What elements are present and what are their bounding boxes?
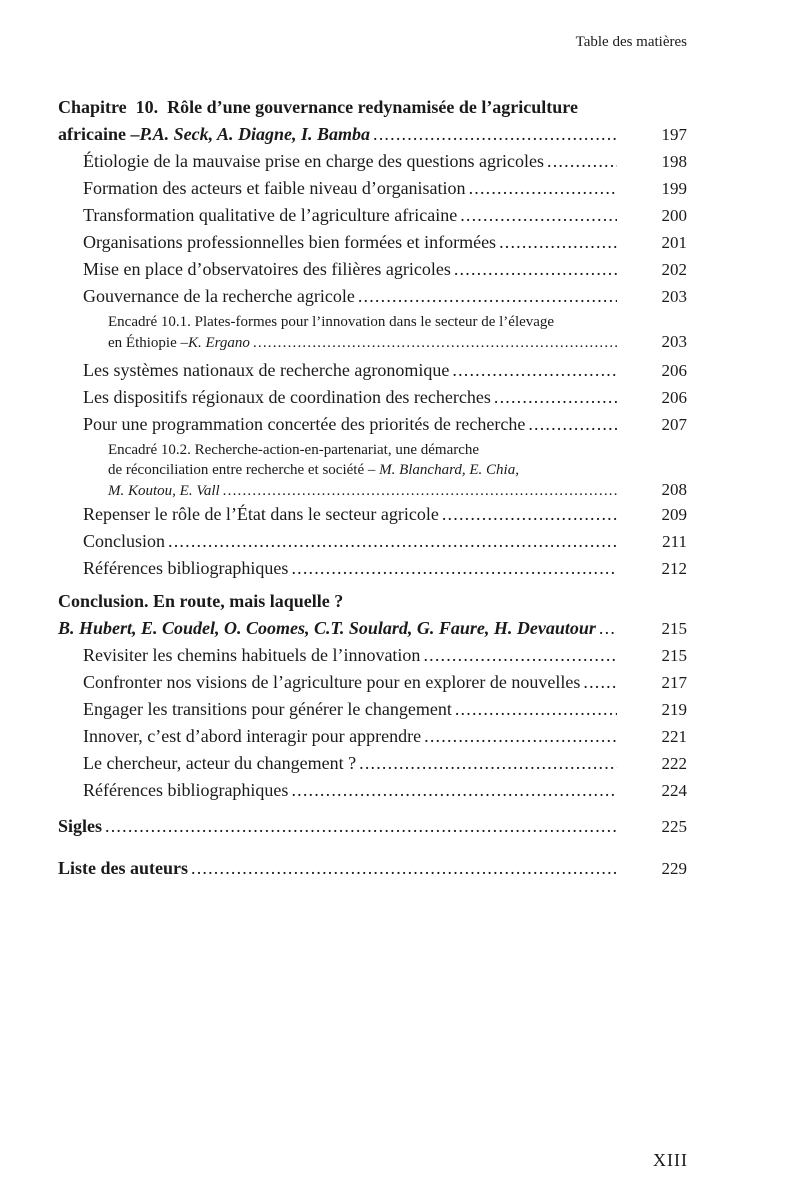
page-number: 224: [661, 781, 687, 800]
page-number: 200: [661, 206, 687, 225]
chapter-title-line1: Chapitre 10. Rôle d’une gouvernance redynamisée de l’agriculture: [58, 97, 578, 117]
conclusion-title: Conclusion. En route, mais laquelle ?: [58, 591, 344, 611]
dot-leader: [460, 202, 617, 229]
dot-leader: [499, 229, 617, 256]
dot-leader: [424, 723, 617, 750]
toc-entry: [58, 642, 687, 669]
page-number: 198: [661, 152, 687, 171]
toc-entry-title: Transformation qualitative de l’agriculture africaine: [83, 205, 458, 225]
backmatter-section: [58, 812, 687, 883]
toc-entry: [58, 384, 687, 411]
page-number: 197: [661, 125, 687, 144]
page-number: 219: [661, 700, 687, 719]
page-number: 202: [661, 260, 687, 279]
toc-entry-title: Références bibliographiques: [83, 780, 289, 800]
toc-entry-title: Références bibliographiques: [83, 558, 289, 578]
dot-leader: [452, 357, 617, 384]
page-number: 208: [661, 480, 687, 499]
conclusion-section: [58, 588, 687, 804]
box-title-line2-row: [58, 332, 687, 353]
chapter-authors: P.A. Seck, A. Diagne, I. Bamba: [139, 124, 371, 144]
dot-leader: [469, 175, 617, 202]
toc-entry-title: Conclusion: [83, 531, 166, 551]
page-number: 201: [661, 233, 687, 252]
chapter-title-line2: africaine –: [58, 124, 140, 144]
chapter-10-section: [58, 94, 687, 582]
conclusion-authors-row: [58, 615, 687, 642]
box-entry-10-2: [58, 440, 687, 501]
toc-entry-title: Le chercheur, acteur du changement ?: [83, 753, 357, 773]
dot-leader: [191, 854, 617, 882]
dot-leader: [358, 283, 617, 310]
toc-entry: [58, 723, 687, 750]
page-number: 215: [661, 619, 687, 638]
toc-entry: [58, 357, 687, 384]
page-number: 212: [661, 559, 687, 578]
dot-leader: [547, 148, 617, 175]
toc-entry-title: Les systèmes nationaux de recherche agronomique: [83, 360, 450, 380]
toc-entry-liste-auteurs: [58, 854, 687, 883]
toc-entry: [58, 528, 687, 555]
box-title-line2: [58, 460, 687, 480]
page-number: 199: [661, 179, 687, 198]
toc-entry-title: Étiologie de la mauvaise prise en charge des questions agricoles: [83, 151, 545, 171]
dot-leader: [253, 333, 617, 353]
page-number: 211: [662, 532, 687, 551]
toc-entry: [58, 175, 687, 202]
toc-entry: [58, 750, 687, 777]
running-header: Table des matières: [575, 34, 687, 50]
toc-entry: [58, 229, 687, 256]
box-authors: K. Ergano: [187, 335, 250, 351]
box-title-line1: Encadré 10.1. Plates-formes pour l’innovation dans le secteur de l’élevage: [108, 314, 555, 330]
dot-leader: [373, 121, 617, 148]
toc-entry-title: Revisiter les chemins habituels de l’innovation: [83, 645, 421, 665]
page-number: 206: [661, 388, 687, 407]
dot-leader: [599, 615, 617, 642]
box-title-line1: Encadré 10.2. Recherche-action-en-partenariat, une démarche: [108, 442, 480, 458]
page-number: 229: [661, 859, 687, 878]
toc-entry: [58, 696, 687, 723]
dot-leader: [454, 256, 617, 283]
toc-entry-sigles: [58, 812, 687, 841]
page-number: 206: [661, 361, 687, 380]
conclusion-authors: B. Hubert, E. Coudel, O. Coomes, C.T. Soulard, G. Faure, H. Devautour: [58, 618, 596, 638]
page-number: 225: [661, 817, 687, 836]
toc-entry-title: Confronter nos visions de l’agriculture pour en explorer de nouvelles: [83, 672, 581, 692]
toc-entry-title: Organisations professionnelles bien formées et informées: [83, 232, 497, 252]
box-entry-10-1: [58, 312, 687, 353]
dot-leader: [291, 777, 617, 804]
chapter-title-line2-row: [58, 121, 687, 148]
toc-entry: [58, 777, 687, 804]
toc-entry-title: Engager les transitions pour générer le changement: [83, 699, 452, 719]
dot-leader: [583, 669, 617, 696]
toc-entry-title: Formation des acteurs et faible niveau d’organisation: [83, 178, 466, 198]
toc-entry: [58, 148, 687, 175]
dot-leader: [168, 528, 617, 555]
toc-entry: [58, 555, 687, 582]
dot-leader: [223, 481, 617, 501]
page-number: 221: [661, 727, 687, 746]
toc-entry: [58, 283, 687, 310]
table-of-contents: [58, 94, 687, 883]
page-number: 222: [661, 754, 687, 773]
page-number: 207: [661, 415, 687, 434]
page-number: 215: [661, 646, 687, 665]
dot-leader: [528, 411, 617, 438]
box-authors-part1: M. Blanchard, E. Chia,: [379, 462, 519, 478]
toc-entry: [58, 411, 687, 438]
dot-leader: [291, 555, 617, 582]
toc-entry-title: Gouvernance de la recherche agricole: [83, 286, 355, 306]
page-number: 217: [661, 673, 687, 692]
toc-entry-title: Innover, c’est d’abord interagir pour apprendre: [83, 726, 422, 746]
page-number: 203: [661, 287, 687, 306]
toc-entry-title: Sigles: [58, 816, 103, 836]
dot-leader: [442, 501, 617, 528]
toc-entry: [58, 501, 687, 528]
dot-leader: [455, 696, 617, 723]
toc-entry: [58, 669, 687, 696]
page-number: 203: [661, 332, 687, 351]
toc-entry-title: Pour une programmation concertée des priorités de recherche: [83, 414, 526, 434]
box-authors-part2: M. Koutou, E. Vall: [108, 483, 220, 499]
toc-entry: [58, 202, 687, 229]
dot-leader: [494, 384, 617, 411]
toc-entry-title: Repenser le rôle de l’État dans le secteur agricole: [83, 504, 439, 524]
toc-entry: [58, 256, 687, 283]
toc-entry-title: Les dispositifs régionaux de coordination des recherches: [83, 387, 491, 407]
page-number: 209: [661, 505, 687, 524]
dot-leader: [359, 750, 617, 777]
box-title-line2: en Éthiopie –: [108, 335, 188, 351]
toc-entry-title: Mise en place d’observatoires des filières agricoles: [83, 259, 451, 279]
box-title-line2-text: de réconciliation entre recherche et société –: [108, 462, 380, 478]
toc-entry-title: Liste des auteurs: [58, 858, 188, 878]
dot-leader: [423, 642, 617, 669]
folio-page-number: XIII: [653, 1150, 688, 1170]
dot-leader: [105, 812, 617, 840]
box-title-line3-row: [58, 480, 687, 501]
